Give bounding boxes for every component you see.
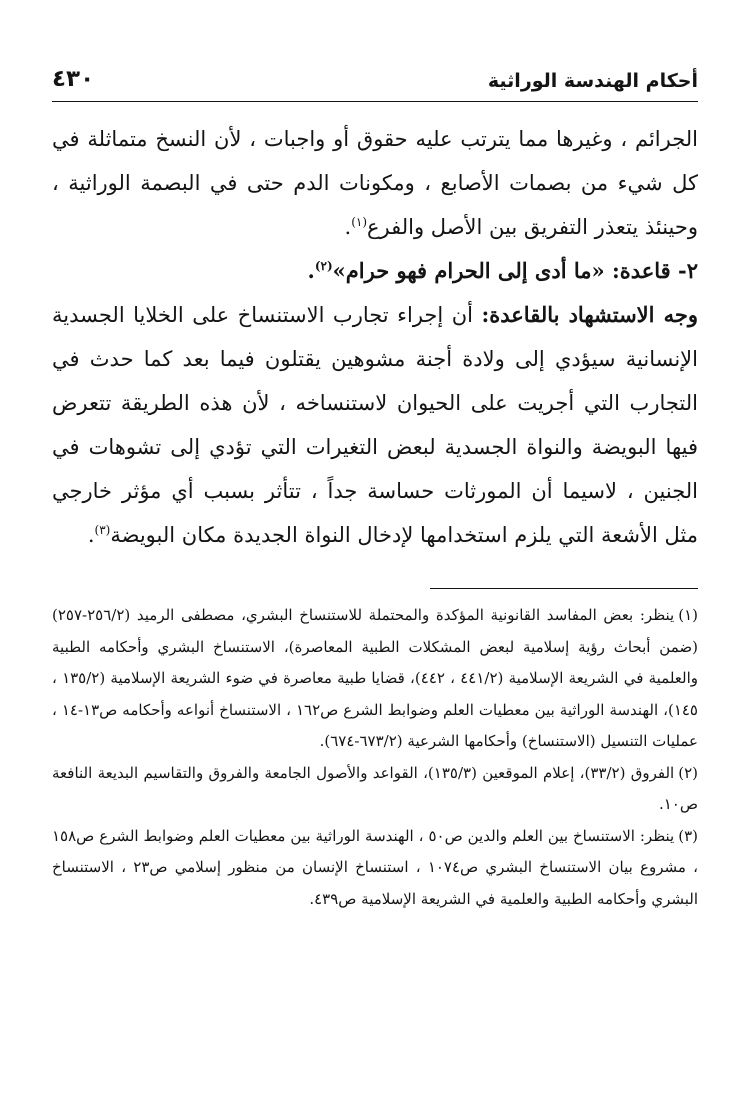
paragraph-1-end: . <box>344 215 352 239</box>
footnote-2-text: الفروق (٣٣/٢)، إعلام الموقعين (١٣٥/٣)، القواعد والأصول الجامعة والفروق والتقاسيم البديعة النافعة ص١٠. <box>52 763 698 813</box>
paragraph-3 <box>52 293 698 557</box>
header-divider <box>52 101 698 102</box>
running-header <box>52 66 698 100</box>
book-title: أحكام الهندسة الوراثية <box>487 70 698 92</box>
footnote-1-text: ينظر: بعض المفاسد القانونية المؤكدة والمحتملة للاستنساخ البشري، مصطفى الرميد (٢٥٦/٢-٢٥٧) (ضمن أبحاث رؤية إسلامية لبعض المشكلات الطبية المعاصرة)، الاستنساخ البشري وأحكامه الطبية والعلمية في الشريعة الإسلامية (٤٤١/٢ ، ٤٤٢)، قضايا طبية معاصرة في ضوء الشريعة الإسلامية (١٣٥/٢ ، ١٤٥)، الهندسة الوراثية بين معطيات العلم وضوابط الشرع ص١٦٢ ، الاستنساخ أنواعه وأحكامه ص١٣-١٤ ، عمليات التنسيل (الاستنساخ) وأحكامها الشرعية (٦٧٣/٢-٦٧٤). <box>52 606 699 750</box>
paragraph-1-text: الجرائم ، وغيرها مما يترتب عليه حقوق أو واجبات ، لأن النسخ متماثلة في كل شيء من بصمات الأصابع ، ومكونات الدم حتى في البصمة الوراثية ، وحينئذ يتعذر التفريق بين الأصل والفرع <box>52 127 698 239</box>
footnote-3-marker: (٣) <box>678 826 698 845</box>
footnote-ref-3: (٣) <box>94 523 111 537</box>
main-text <box>52 117 698 557</box>
paragraph-3-lead: وجه الاستشهاد بالقاعدة: <box>481 302 698 327</box>
footnote-ref-2: (٢) <box>314 259 333 273</box>
footnote-2 <box>52 758 698 821</box>
rule-heading-text: ٢- قاعدة: «ما أدى إلى الحرام فهو حرام» <box>332 258 698 283</box>
footnote-1 <box>52 600 698 758</box>
rule-heading-end: . <box>307 258 315 283</box>
footnote-3 <box>52 821 698 916</box>
rule-heading <box>52 249 698 293</box>
footnotes <box>52 600 698 915</box>
page-number: ٤٣٠ <box>52 66 95 92</box>
paragraph-3-end: . <box>87 523 95 547</box>
paragraph-3-text: أن إجراء تجارب الاستنساخ على الخلايا الجسدية الإنسانية سيؤدي إلى ولادة أجنة مشوهين يقتلون فيما بعد كما حدث في التجارب التي أجريت على الحيوان لاستنساخه ، لأن هذه الطريقة تتعرض فيها البويضة والنواة الجسدية لبعض التغيرات التي تؤدي إلى تشوهات في الجنين ، لاسيما أن المورثات حساسة جداً ، تتأثر بسبب أي مؤثر خارجي مثل الأشعة التي يلزم استخدامها لإدخال النواة الجديدة مكان البويضة <box>52 303 698 547</box>
footnote-3-text: ينظر: الاستنساخ بين العلم والدين ص٥٠ ، الهندسة الوراثية بين معطيات العلم وضوابط الشرع ص١٥٨ ، مشروع بيان الاستنساخ البشري ص١٠٧٤ ، استنساخ الإنسان من منظور إسلامي ص٢٣ ، الاستنساخ البشري وأحكامه الطبية والعلمية في الشريعة الإسلامية ص٤٣٩. <box>52 826 698 908</box>
footnote-2-marker: (٢) <box>678 763 699 782</box>
footnote-divider <box>430 588 698 589</box>
footnote-ref-1: (١) <box>351 215 368 229</box>
paragraph-1 <box>52 117 698 249</box>
footnote-1-marker: (١) <box>678 606 698 624</box>
